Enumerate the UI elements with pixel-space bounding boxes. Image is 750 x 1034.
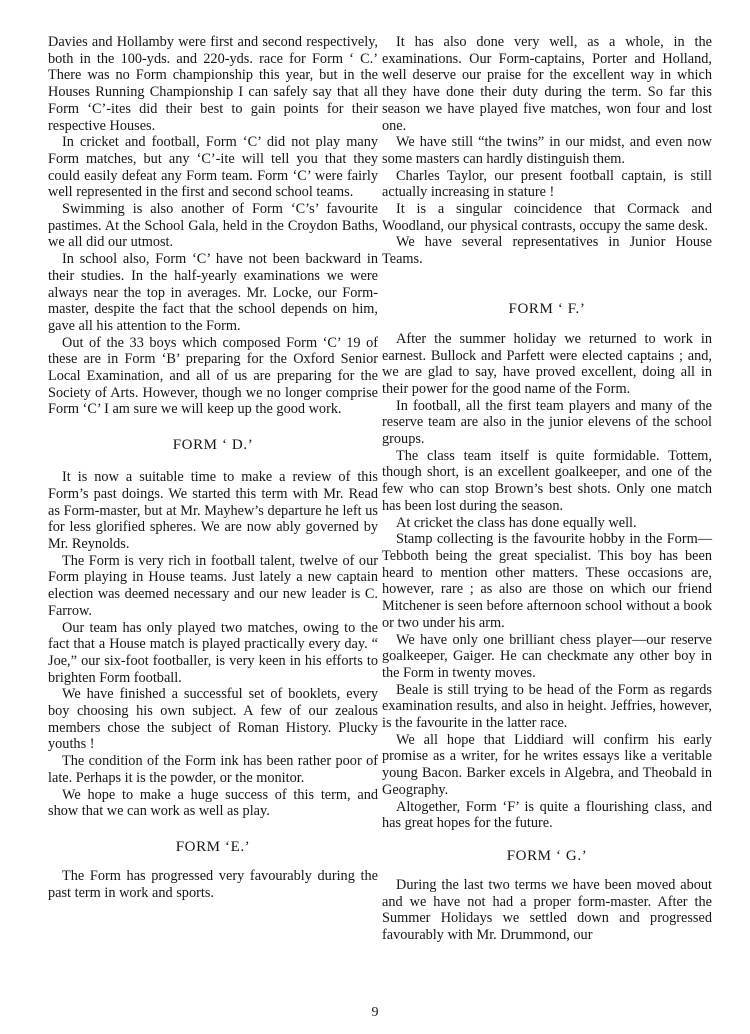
paragraph: Altogether, Form ‘F’ is quite a flourishing class, and has great hopes for the future. <box>382 798 712 832</box>
paragraph: After the summer holiday we returned to work in earnest. Bullock and Parfett were elected captains ; and, we are glad to say, have proved excellent, doing all in their power for the good name of the Form. <box>382 330 712 397</box>
paragraph: Swimming is also another of Form ‘C’s’ favourite pastimes. At the School Gala, held in the Croydon Baths, we all did our utmost. <box>48 201 378 251</box>
paragraph: We have still “the twins” in our midst, and even now some masters can hardly distinguish them. <box>382 134 712 167</box>
paragraph: During the last two terms we have been moved about and we have not had a proper form-master. After the Summer Holidays we settled down and progressed favourably with Mr. Drummond, our <box>382 876 712 944</box>
paragraph: The Form has progressed very favourably during the past term in work and sports. <box>48 867 378 901</box>
paragraph: We hope to make a huge success of this term, and show that we can work as well as play. <box>48 786 378 820</box>
section-heading-form-g: FORM ‘ G.’ <box>506 847 588 864</box>
paragraph: It is now a suitable time to make a review of this Form’s past doings. We started this term with Mr. Read as Form-master, but at Mr. Mayhew’s departure he left us for less glorified spheres. We are now ably governed by Mr. Reynolds. <box>48 469 378 552</box>
paragraph: We have only one brilliant chess player—our reserve goalkeeper, Gaiger. He can checkmate any other boy in the Form in twenty moves. <box>382 631 712 681</box>
paragraph: We have finished a successful set of booklets, every boy choosing his own subject. A few of our zealous members chose the subject of Roman History. Plucky youths ! <box>48 686 378 753</box>
paragraph: In school also, Form ‘C’ have not been backward in their studies. In the half-yearly examinations we were always near the top in averages. Mr. Locke, our Form-master, despite the fact that the school depends on him, gave all his attention to the Form. <box>48 251 378 334</box>
paragraph: It is a singular coincidence that Cormack and Woodland, our physical contrasts, occupy the same desk. <box>382 201 712 234</box>
paragraph: Our team has only played two matches, owing to the fact that a House match is played practically every day. “ Joe,” our six-foot footballer, is very keen in his efforts to brighten Form football. <box>48 619 378 686</box>
paragraph: We have several representatives in Junior House Teams. <box>382 234 712 268</box>
paragraph: Out of the 33 boys which composed Form ‘C’ 19 of these are in Form ‘B’ preparing for the Oxford Senior Local Examination, and all of us are preparing for the Society of Arts. However, though we no longer comprise Form ‘C’ I am sure we will keep up the good work. <box>48 334 378 418</box>
paragraph: It has also done very well, as a whole, in the examinations. Our Form-captains, Porter and Holland, well deserve our praise for the excellent way in which they have done their duty during the term. So far this season we have played five matches, won four and lost one. <box>382 34 712 134</box>
section-heading-form-e: FORM ‘E.’ <box>175 838 251 855</box>
paragraph: Charles Taylor, our present football captain, is still actually increasing in stature ! <box>382 167 712 201</box>
paragraph: The Form is very rich in football talent, twelve of our Form playing in House teams. Just lately a new captain election was deemed necessary and our new leader is C. Farrow. <box>48 552 378 619</box>
paragraph: The class team itself is quite formidable. Tottem, though short, is an excellent goalkeeper, and one of the few who can stop Brown’s best shots. Only one match has been lost during the season. <box>382 447 712 514</box>
left-column <box>48 34 378 901</box>
paragraph: Davies and Hollamby were first and second respectively, both in the 100-yds. and 220-yds. race for Form ‘ C.’ There was no Form championship this year, but in the Houses Running Championship I can safely say that all Form ‘C’-ites did their best to gain points for their respective Houses. <box>48 34 378 134</box>
section-heading-form-d: FORM ‘ D.’ <box>172 437 254 454</box>
paragraph: At cricket the class has done equally well. <box>396 514 637 531</box>
right-column <box>382 34 712 944</box>
paragraph: In cricket and football, Form ‘C’ did not play many Form matches, but any ‘C’-ite will tell you that they could easily defeat any Form team. Form ‘C’ were fairly well represented in the first and second school teams. <box>48 134 378 201</box>
page-number: 9 <box>371 1005 379 1020</box>
paragraph: The condition of the Form ink has been rather poor of late. Perhaps it is the powder, or the monitor. <box>48 753 378 786</box>
paragraph: Stamp collecting is the favourite hobby in the Form—Tebboth being the great specialist. This boy has been heard to mention other matters. These occasions are, however, rare ; as also are those on which our friend Mitchener is seen before afternoon school without a book or two under his arm. <box>382 531 712 631</box>
section-heading-form-f: FORM ‘ F.’ <box>508 300 586 317</box>
paragraph: In football, all the first team players and many of the reserve team are also in the junior elevens of the school groups. <box>382 397 712 448</box>
paragraph: Beale is still trying to be head of the Form as regards examination results, and also in height. Jeffries, however, is the favourite in the latter race. <box>382 681 712 732</box>
paragraph: We all hope that Liddiard will confirm his early promise as a writer, for he writes essays like a veritable young Bacon. Barker excels in Algebra, and Theobald in Geography. <box>382 731 712 798</box>
